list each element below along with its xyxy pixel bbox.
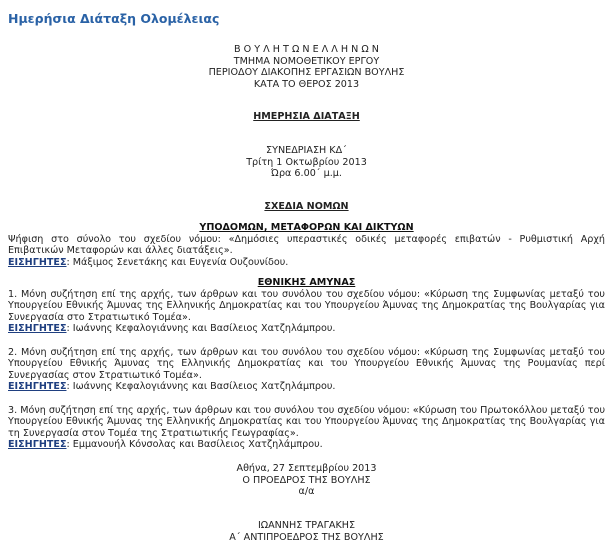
bill-item [8,347,605,393]
rapporteurs-label: ΕΙΣΗΓΗΤΕΣ [8,256,67,268]
infrastructure-section [8,222,605,268]
defence-section [8,277,605,451]
page-title: Ημερήσια Διάταξη Ολομέλειας [8,11,220,26]
bill-item [8,405,605,451]
bill-text-line: Υπουργείου Εθνικής Άμυνας της Ελληνικής Δημοκρατίας και του Υπουργείου Άμυνας της Δημοκρατίας της Βουλγαρίας για [8,300,605,312]
bill-item [8,289,605,335]
bill-text-line: 1. Μόνη συζήτηση επί της αρχής, των άρθρων και του συνόλου του σχεδίου νόμου: «Κύρωση της Συμφωνίας μεταξύ του [8,288,605,300]
rapporteurs-label: ΕΙΣΗΓΗΤΕΣ [8,381,67,393]
section-heading: ΕΘΝΙΚΗΣ ΑΜΥΝΑΣ [257,277,356,288]
header-line: ΤΜΗΜΑ ΝΟΜΟΘΕΤΙΚΟΥ ΕΡΓΟΥ [233,55,380,67]
rapporteurs-names: : Μάξιμος Σενετάκης και Ευγενία Ουζουνίδου. [66,256,289,268]
bill-text-line: τη Συνεργασία στον Τομέα της Στρατιωτικής Γεωγραφίας». [8,427,299,439]
rapporteurs-line [8,381,605,393]
bill-text-line: 2. Μόνη συζήτηση επί της αρχής, των άρθρων και του συνόλου του σχεδίου νόμου: «Κύρωση της Συμφωνίας μεταξύ του [8,346,605,358]
signature-per: α/α [298,486,315,498]
signatory [8,520,605,543]
bill-text-line: Υπουργείου Εθνικής Άμυνας της Ελληνικής Δημοκρατίας και του Υπουργείου Εθνικής Άμυνας της Ρουμανίας περί [8,358,605,370]
bills-heading: ΣΧΕΔΙΑ ΝΟΜΩΝ [264,201,349,212]
signature-block [8,463,605,498]
rapporteurs-label: ΕΙΣΗΓΗΤΕΣ [8,439,67,451]
agenda-heading: ΗΜΕΡΗΣΙΑ ΔΙΑΤΑΞΗ [253,111,360,122]
bill-text-line: Συνεργασία στο Στρατιωτικό Τομέα». [8,311,191,323]
signature-role: Ο ΠΡΟΕΔΡΟΣ ΤΗΣ ΒΟΥΛΗΣ [242,474,371,486]
agenda-heading-wrap [8,111,605,123]
signatory-role: Α΄ ΑΝΤΙΠΡΟΕΔΡΟΣ ΤΗΣ ΒΟΥΛΗΣ [229,531,384,543]
header-line: ΚΑΤΑ ΤΟ ΘΕΡΟΣ 2013 [253,78,360,90]
header-line: Β Ο Υ Λ Η Τ Ω Ν Ε Λ Λ Η Ν Ω Ν [234,44,379,55]
rapporteurs-names: : Εμμανουήλ Κόνσολας και Βασίλειος Χατζηλάμπρου. [66,439,323,451]
bills-heading-wrap [8,201,605,213]
signature-place-date: Αθήνα, 27 Σεπτεμβρίου 2013 [236,463,377,474]
session-line: ΣΥΝΕΔΡΙΑΣΗ ΚΔ΄ [266,145,347,156]
header-line: ΠΕΡΙΟΔΟΥ ΔΙΑΚΟΠΗΣ ΕΡΓΑΣΙΩΝ ΒΟΥΛΗΣ [208,67,405,79]
bill-text-line: Συνεργασίας στον Στρατιωτικό Τομέα». [8,369,202,381]
bill-text-line: Ψήφιση στο σύνολο του σχεδίου νόμου: «Δημόσιες υπεραστικές οδικές μεταφορές επιβατών - Ρυθμιστική Αρχή [8,233,605,245]
rapporteurs-label: ΕΙΣΗΓΗΤΕΣ [8,323,67,335]
signatory-name: ΙΩΑΝΝΗΣ ΤΡΑΓΑΚΗΣ [257,520,356,531]
parliament-header [8,44,605,90]
session-info [8,145,605,180]
rapporteurs-names: : Ιωάννης Κεφαλογιάννης και Βασίλειος Χατζηλάμπρου. [66,381,336,393]
rapporteurs-line [8,257,605,269]
bill-text-line: 3. Μόνη συζήτηση επί της αρχής, των άρθρων και του συνόλου του σχεδίου νόμου: «Κύρωση του Πρωτοκόλλου μεταξύ του [8,404,605,416]
bill-text-line: Επιβατικών Μεταφορών και άλλες διατάξεις». [8,245,233,257]
rapporteurs-line [8,439,605,451]
bill-text-line: Υπουργείου Εθνικής Άμυνας της Ελληνικής Δημοκρατίας και του Υπουργείου Άμυνας της Δημοκρατίας της Βουλγαρίας για [8,416,605,428]
rapporteurs-line [8,323,605,335]
rapporteurs-names: : Ιωάννης Κεφαλογιάννης και Βασίλειος Χατζηλάμπρου. [66,323,336,335]
section-heading: ΥΠΟΔΟΜΩΝ, ΜΕΤΑΦΟΡΩΝ ΚΑΙ ΔΙΚΤΥΩΝ [199,222,414,233]
session-line: Ώρα 6.00΄ μ.μ. [271,168,342,180]
session-line: Τρίτη 1 Οκτωβρίου 2013 [246,156,367,168]
